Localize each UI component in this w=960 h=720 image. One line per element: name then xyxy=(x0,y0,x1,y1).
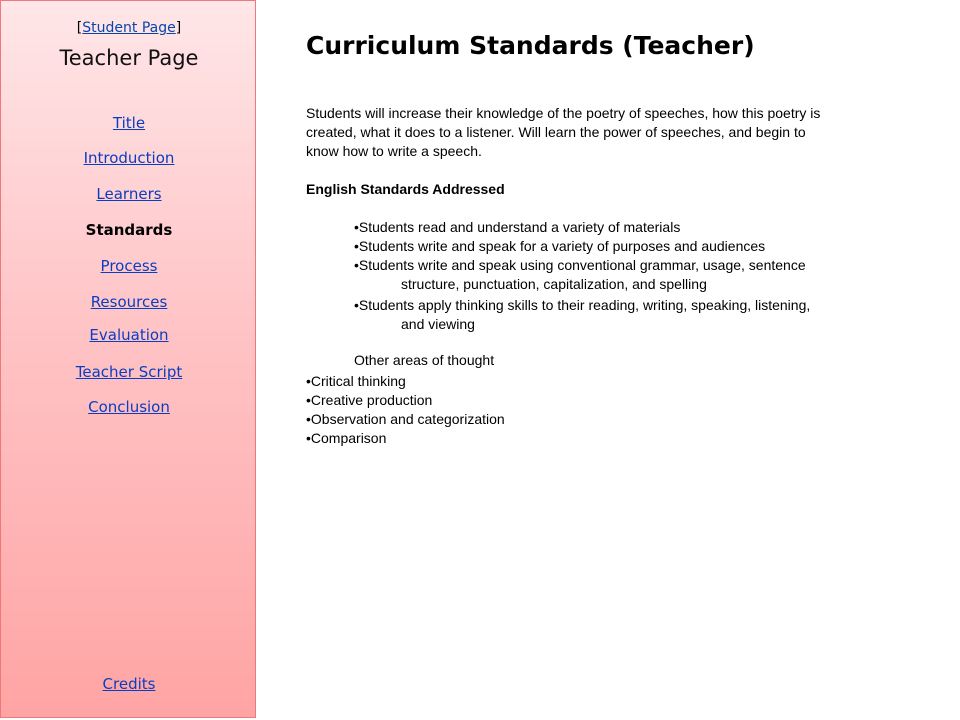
nav-link-credits[interactable]: Credits xyxy=(102,675,156,693)
page-title: Curriculum Standards (Teacher) xyxy=(306,31,755,60)
intro-paragraph xyxy=(306,104,896,161)
intro-line: know how to write a speech. xyxy=(306,143,482,159)
intro-line: Students will increase their knowledge of the poetry of speeches, how this poetry is xyxy=(306,105,821,121)
nav-current-standards: Standards xyxy=(85,221,173,239)
standard-item: •Students write and speak for a variety of purposes and audiences xyxy=(354,238,766,254)
nav-link-process[interactable]: Process xyxy=(100,257,158,275)
standard-item: •Students write and speak using conventional grammar, usage, sentence xyxy=(354,257,806,273)
nav-link-evaluation[interactable]: Evaluation xyxy=(89,326,169,344)
standard-item: •Students apply thinking skills to their reading, writing, speaking, listening, xyxy=(354,297,811,313)
nav-link-introduction[interactable]: Introduction xyxy=(83,149,175,167)
nav-link-conclusion[interactable]: Conclusion xyxy=(88,398,170,416)
sidebar xyxy=(0,0,256,718)
other-areas-heading: Other areas of thought xyxy=(354,352,495,368)
nav-link-resources[interactable]: Resources xyxy=(90,293,168,311)
standard-item: •Students read and understand a variety of materials xyxy=(354,219,681,235)
other-area-item: •Creative production xyxy=(306,392,433,408)
standard-item-continued: structure, punctuation, capitalization, and spelling xyxy=(401,276,707,292)
student-page-line: [Student Page] xyxy=(76,20,182,36)
nav-link-teacher-script[interactable]: Teacher Script xyxy=(75,363,183,381)
other-area-item: •Critical thinking xyxy=(306,373,406,389)
nav-link-title[interactable]: Title xyxy=(112,114,146,132)
nav-link-learners[interactable]: Learners xyxy=(96,185,162,203)
other-area-item: •Observation and categorization xyxy=(306,411,505,427)
standard-item-continued: and viewing xyxy=(401,316,475,332)
intro-line: created, what it does to a listener. Will learn the power of speeches, and begin to xyxy=(306,124,806,140)
english-standards-heading: English Standards Addressed xyxy=(306,181,505,197)
other-area-item: •Comparison xyxy=(306,430,387,446)
teacher-page-title: Teacher Page xyxy=(59,46,199,70)
student-page-link[interactable]: Student Page xyxy=(82,20,176,36)
